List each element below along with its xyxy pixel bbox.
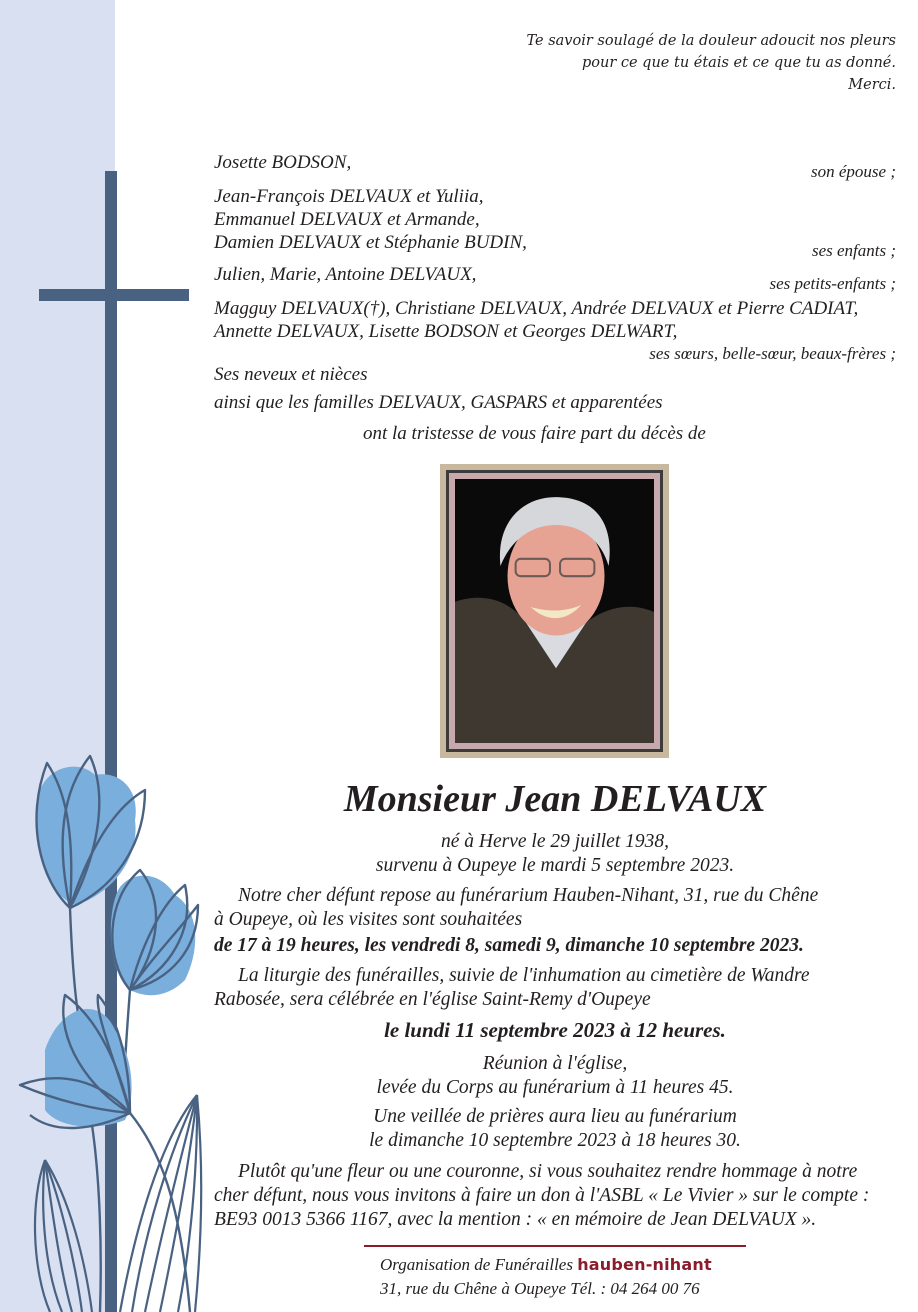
donation-info [214, 1160, 896, 1232]
funeral-info [214, 964, 896, 1100]
funeral-text: La liturgie des funérailles, suivie de l'inhumation au cimetière de Wandre [238, 965, 810, 986]
organizer-label: Organisation de Funérailles [380, 1255, 573, 1274]
portrait-image [455, 479, 654, 743]
epigraph [526, 30, 896, 96]
meeting-line: Réunion à l'église, [482, 1053, 628, 1074]
families-line: ainsi que les familles DELVAUX, GASPARS et apparentées [214, 392, 663, 413]
family-child-name: Emmanuel DELVAUX et Armande, [214, 209, 480, 230]
funeral-organizer [380, 1253, 712, 1301]
hauben-nihant-logo: hauben-nihant [577, 1255, 712, 1274]
family-spouse-role: son épouse ; [811, 162, 896, 181]
visitation-text: à Oupeye, où les visites sont souhaitées [214, 909, 523, 930]
footer-divider [364, 1245, 746, 1247]
donation-line: BE93 0013 5366 1167, avec la mention : « en mémoire de Jean DELVAUX ». [214, 1209, 817, 1230]
portrait-frame [440, 464, 669, 758]
family-spouse-name: Josette BODSON, [214, 152, 352, 173]
family-child-name: Damien DELVAUX et Stéphanie BUDIN, [214, 232, 527, 253]
family-grandchildren-name: Julien, Marie, Antoine DELVAUX, [214, 264, 477, 285]
vigil-line: Une veillée de prières aura lieu au funérarium [373, 1106, 737, 1127]
cross-icon [39, 171, 189, 1312]
family-siblings-role: ses sœurs, belle-sœur, beaux-frères ; [649, 344, 896, 363]
donation-line: cher défunt, nous vous invitons à faire un don à l'ASBL « Le Vivier » sur le compte : [214, 1185, 870, 1206]
family-sibling-name: Annette DELVAUX, Lisette BODSON et Georges DELWART, [214, 321, 678, 342]
visitation-text: Notre cher défunt repose au funérarium Hauben-Nihant, 31, rue du Chêne [238, 885, 819, 906]
epigraph-line: Te savoir soulagé de la douleur adoucit nos pleurs [526, 33, 896, 49]
epigraph-line: Merci. [848, 77, 896, 93]
vigil-line: le dimanche 10 septembre 2023 à 18 heures 30. [369, 1130, 741, 1151]
birth-line: né à Herve le 29 juillet 1938, [441, 831, 669, 852]
announcement-line: ont la tristesse de vous faire part du décès de [363, 423, 706, 444]
visitation-info [214, 884, 896, 958]
vigil-info [214, 1105, 896, 1153]
epigraph-line: pour ce que tu étais et ce que tu as donné. [581, 55, 896, 71]
family-child-name: Jean-François DELVAUX et Yuliia, [214, 186, 484, 207]
meeting-line: levée du Corps au funérarium à 11 heures 45. [376, 1077, 734, 1098]
deceased-name: Monsieur Jean DELVAUX [343, 778, 767, 820]
family-children-role: ses enfants ; [811, 241, 896, 260]
organizer-address: 31, rue du Chêne à Oupeye Tél. : 04 264 00 76 [380, 1279, 700, 1298]
deceased-dates [214, 830, 896, 878]
family-grandchildren-role: ses petits-enfants ; [769, 274, 896, 293]
cross-and-flowers-decoration [0, 0, 230, 1312]
portrait-photo [455, 479, 654, 743]
funeral-text: Rabosée, sera célébrée en l'église Saint-Remy d'Oupeye [214, 989, 651, 1010]
nephews-line: Ses neveux et nièces [214, 364, 368, 385]
funeral-date: le lundi 11 septembre 2023 à 12 heures. [384, 1018, 726, 1042]
family-sibling-name: Magguy DELVAUX(†), Christiane DELVAUX, Andrée DELVAUX et Pierre CADIAT, [214, 298, 859, 319]
visitation-hours: de 17 à 19 heures, les vendredi 8, samedi 9, dimanche 10 septembre 2023. [214, 935, 804, 956]
death-line: survenu à Oupeye le mardi 5 septembre 2023. [375, 855, 735, 876]
donation-line: Plutôt qu'une fleur ou une couronne, si vous souhaitez rendre hommage à notre [238, 1161, 858, 1182]
